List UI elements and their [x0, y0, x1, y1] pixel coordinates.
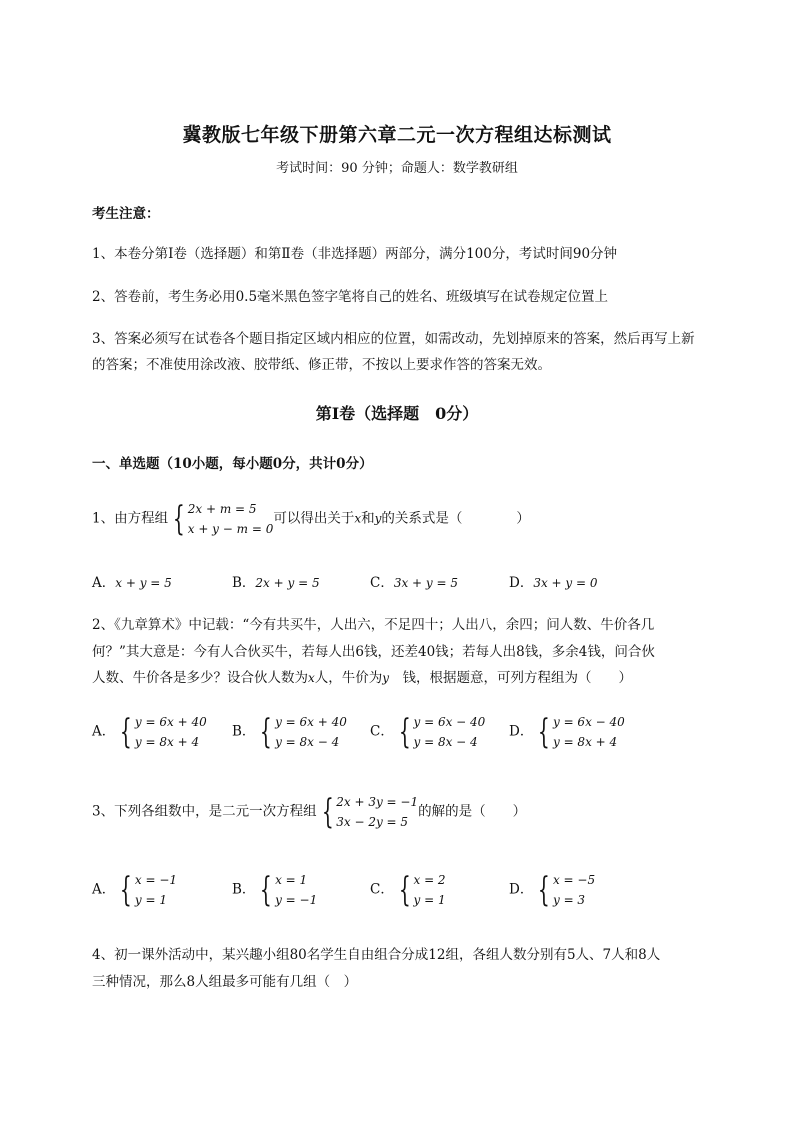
q1-option-b — [232, 571, 320, 591]
question-4-line: 4、初一课外活动中，某兴趣小组80名学生自由组合分成12组，各组人数分别有5人、7人和8人 — [92, 947, 661, 963]
question-2-line — [92, 666, 632, 686]
q1-text: 和 — [361, 510, 375, 527]
question-3 — [92, 792, 526, 832]
option-equation-system: { x = −5 y = 3 — [538, 870, 596, 910]
notice-item: 1、本卷分第Ⅰ卷（选择题）和第Ⅱ卷（非选择题）两部分，满分100分，考试时间90分钟 — [92, 246, 618, 262]
q2-text: 人数、牛价各是多少？设合伙人数为 — [92, 670, 308, 686]
q1-prefix: 1、由方程组 — [92, 510, 169, 527]
notice-item: 的答案；不准使用涂改液、胶带纸、修正带，不按以上要求作答的答案无效。 — [92, 357, 551, 373]
equation: x + y − m = 0 — [187, 522, 274, 536]
question-4-line: 三种情况，那么8人组最多可能有几组（ ） — [92, 974, 358, 990]
q2-option-a — [92, 712, 207, 752]
document-title: 冀教版七年级下册第六章二元一次方程组达标测试 — [182, 124, 612, 146]
equation: 3x − 2y = 5 — [336, 815, 409, 829]
option-equation-system: { x = 2 y = 1 — [398, 870, 446, 910]
option-label: D． — [509, 881, 534, 898]
q3-option-d — [509, 870, 595, 910]
option-label: B． — [232, 575, 256, 591]
option-equation-system: { y = 6x + 40 y = 8x − 4 — [260, 712, 347, 752]
equation: y = 8x − 4 — [275, 735, 340, 749]
q3-prefix: 3、下列各组数中，是二元一次方程组 — [92, 803, 317, 820]
equation: x = −5 — [552, 873, 596, 887]
variable-y: y — [374, 511, 382, 526]
option-label: B． — [232, 723, 256, 740]
equation: y = 3 — [552, 893, 586, 907]
option-equation-system: { y = 6x + 40 y = 8x + 4 — [120, 712, 207, 752]
option-label: A． — [92, 575, 116, 591]
variable-y: y — [382, 671, 390, 685]
q1-text: 可以得出关于 — [273, 510, 355, 527]
part-heading: 一、单选题（10小题，每小题0分，共计0分） — [92, 456, 373, 472]
option-equation-system: { x = −1 y = 1 — [120, 870, 178, 910]
notice-item: 3、答案必须写在试卷各个题目指定区域内相应的位置，如需改动，先划掉原来的答案，然后再写上新 — [92, 331, 695, 347]
equation: y = −1 — [275, 893, 318, 907]
option-label: B． — [232, 881, 256, 898]
option-label: C． — [370, 575, 394, 591]
q2-option-b — [232, 712, 347, 752]
q1-text: 的关系式是（ ） — [381, 510, 530, 527]
q1-option-a — [92, 571, 172, 591]
q2-text: 钱，根据题意，可列方程组为（ ） — [389, 670, 633, 686]
q3-option-a — [92, 870, 177, 910]
equation: x = 2 — [413, 873, 446, 887]
question-1 — [92, 499, 530, 539]
q2-option-c — [370, 712, 485, 752]
q3-option-b — [232, 870, 317, 910]
equation: 2x + 3y = −1 — [336, 795, 419, 809]
option-label: D． — [509, 575, 534, 591]
option-label: A． — [92, 723, 116, 740]
equation: y = 6x + 40 — [275, 715, 347, 729]
equation: y = 6x − 40 — [552, 715, 625, 729]
option-equation-system: { y = 6x − 40 y = 8x + 4 — [538, 712, 625, 752]
option-expression: 3x + y = 5 — [393, 576, 459, 590]
option-expression: x + y = 5 — [115, 576, 172, 590]
equation: 2x + m = 5 — [187, 502, 257, 516]
option-label: D． — [509, 723, 534, 740]
variable-x: x — [308, 671, 315, 685]
notice-item: 2、答卷前，考生务必用0.5毫米黑色签字笔将自己的姓名、班级填写在试卷规定位置上 — [92, 289, 609, 305]
option-label: C． — [370, 723, 394, 740]
equation: y = 6x + 40 — [134, 715, 207, 729]
equation: y = 6x − 40 — [413, 715, 486, 729]
q1-option-c — [370, 571, 458, 591]
variable-x: x — [354, 511, 362, 526]
question-2-line: 2、《九章算术》中记载：“今有共买牛，人出六，不足四十；人出八，余四；问人数、牛价各几 — [92, 617, 655, 633]
equation: y = 1 — [413, 893, 446, 907]
equation: y = 1 — [134, 893, 167, 907]
q2-option-d — [509, 712, 625, 752]
equation: x = 1 — [275, 873, 308, 887]
option-equation-system: { y = 6x − 40 y = 8x − 4 — [398, 712, 486, 752]
q2-text: 人，牛价为 — [314, 670, 383, 686]
option-label: A． — [92, 881, 116, 898]
notice-heading: 考生注意： — [92, 206, 160, 222]
q1-equation-system: { 2x + m = 5 x + y − m = 0 — [172, 499, 274, 539]
q3-equation-system: { 2x + 3y = −1 3x − 2y = 5 — [321, 792, 419, 832]
option-equation-system: { x = 1 y = −1 — [260, 870, 318, 910]
question-2-line: 何？”其大意是：今有人合伙买牛，若每人出6钱，还差40钱；若每人出8钱，多余4钱，问合伙 — [92, 644, 655, 660]
equation: y = 8x + 4 — [134, 735, 200, 749]
q3-option-c — [370, 870, 446, 910]
q3-suffix: 的解的是（ ） — [418, 803, 527, 820]
equation: y = 8x + 4 — [552, 735, 618, 749]
q1-option-d — [509, 571, 598, 591]
equation: y = 8x − 4 — [413, 735, 478, 749]
exam-info: 考试时间：90 分钟；命题人：数学教研组 — [276, 161, 518, 176]
option-expression: 3x + y = 0 — [533, 576, 598, 590]
option-expression: 2x + y = 5 — [255, 576, 320, 590]
option-label: C． — [370, 881, 394, 898]
section-title: 第Ⅰ卷（选择题 0分） — [315, 404, 479, 423]
equation: x = −1 — [134, 873, 178, 887]
